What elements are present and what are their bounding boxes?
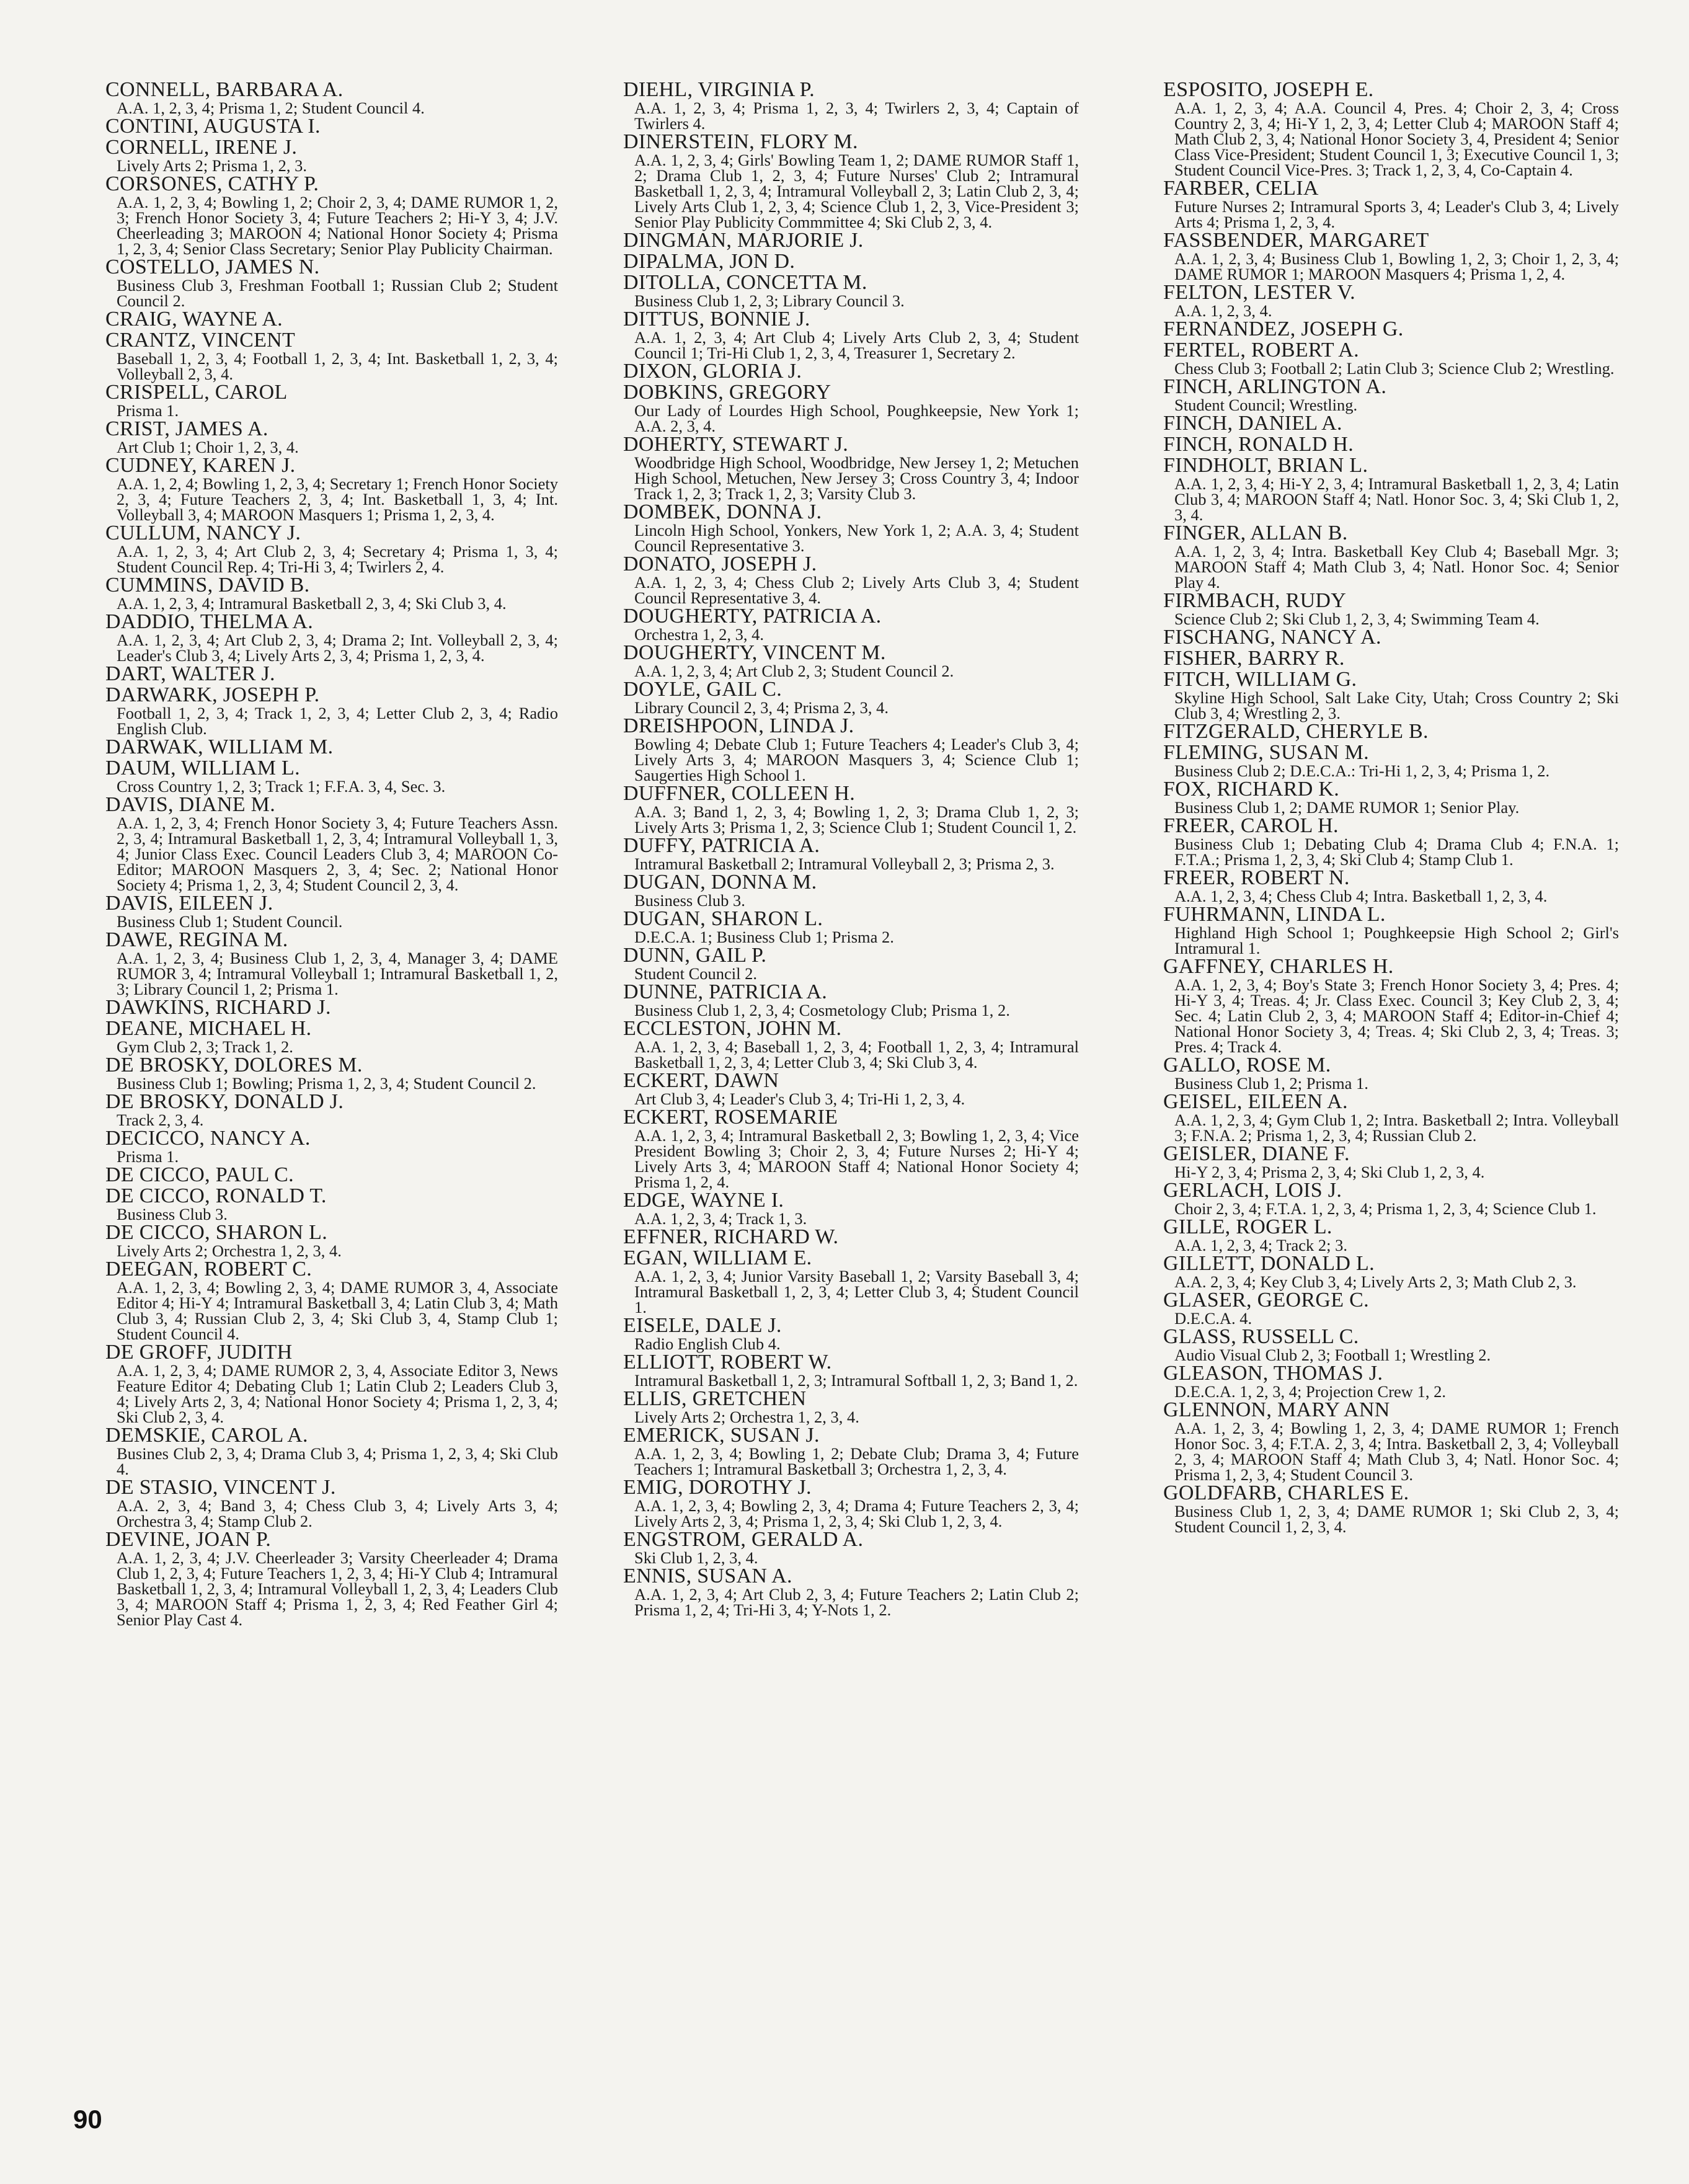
student-activities: A.A. 1, 2, 3, 4; Baseball 1, 2, 3, 4; Football 1, 2, 3, 4; Intramural Basketball 1, 2, 3, 4; Letter Club 3, 4; Ski Club 3, 4. bbox=[634, 1037, 1079, 1072]
student-name: DINERSTEIN, FLORY M. bbox=[623, 130, 858, 153]
student-entry bbox=[1163, 1180, 1619, 1217]
student-entry bbox=[1163, 1326, 1619, 1363]
student-entry bbox=[105, 575, 558, 611]
student-entry bbox=[623, 79, 1079, 131]
student-entry bbox=[623, 1190, 1079, 1227]
student-entry bbox=[105, 1342, 558, 1425]
student-activities: Business Club 3. bbox=[634, 891, 745, 910]
student-name: DE BROSKY, DOLORES M. bbox=[105, 1054, 363, 1076]
student-name: DUNNE, PATRICIA A. bbox=[623, 980, 828, 1003]
student-name: FREER, CAROL H. bbox=[1163, 814, 1339, 837]
student-activities: Gym Club 2, 3; Track 1, 2. bbox=[117, 1037, 293, 1056]
student-entry bbox=[1163, 282, 1619, 319]
student-name: DUFFY, PATRICIA A. bbox=[623, 834, 820, 857]
student-activities: A.A. 1, 2, 3, 4; Bowling 2, 3, 4; DAME RUMOR 3, 4, Associate Editor 4; Hi-Y 4; Intramural Basketball 3, 4; Latin Club 3, 4; Math Club 3, 4; Russian Club 2, 3, 4; Ski Club 3, 4, Stamp Club 1; Student Council 4. bbox=[117, 1278, 558, 1343]
student-activities: A.A. 1, 2, 3, 4; Track 2; 3. bbox=[1174, 1236, 1348, 1254]
student-entry bbox=[105, 330, 558, 382]
student-name: CUDNEY, KAREN J. bbox=[105, 454, 296, 477]
student-entry bbox=[105, 1222, 558, 1259]
student-entry bbox=[105, 737, 558, 758]
student-entry bbox=[1163, 815, 1619, 868]
student-activities: Prisma 1. bbox=[117, 1147, 179, 1166]
student-entry bbox=[105, 382, 558, 419]
student-name: EFFNER, RICHARD W. bbox=[623, 1225, 839, 1248]
student-name: DREISHPOON, LINDA J. bbox=[623, 714, 854, 737]
student-activities: Student Council 2. bbox=[634, 964, 758, 983]
student-activities: Our Lady of Lourdes High School, Poughkeepsie, New York 1; A.A. 2, 3, 4. bbox=[634, 401, 1079, 435]
student-name: GLEASON, THOMAS J. bbox=[1163, 1362, 1383, 1385]
student-name: DIXON, GLORIA J. bbox=[623, 360, 802, 383]
student-name: DITOLLA, CONCETTA M. bbox=[623, 271, 867, 294]
student-activities: Intramural Basketball 1, 2, 3; Intramural Softball 1, 2, 3; Band 1, 2. bbox=[634, 1371, 1078, 1390]
student-name: FUHRMANN, LINDA L. bbox=[1163, 903, 1386, 926]
student-entry bbox=[1163, 1363, 1619, 1400]
student-name: FLEMING, SUSAN M. bbox=[1163, 741, 1369, 764]
student-activities: Lively Arts 2; Orchestra 1, 2, 3, 4. bbox=[634, 1408, 859, 1426]
student-activities: D.E.C.A. 1, 2, 3, 4; Projection Crew 1, 2. bbox=[1174, 1382, 1446, 1401]
student-entry bbox=[1163, 868, 1619, 904]
student-entry bbox=[623, 642, 1079, 679]
student-entry bbox=[623, 1388, 1079, 1425]
student-entry bbox=[623, 1352, 1079, 1388]
student-activities: Business Club 2; D.E.C.A.: Tri-Hi 1, 2, 3, 4; Prisma 1, 2. bbox=[1174, 761, 1550, 780]
student-name: DIPALMA, JON D. bbox=[623, 250, 796, 273]
student-entry bbox=[623, 1529, 1079, 1566]
student-name: CRISPELL, CAROL bbox=[105, 381, 288, 404]
student-entry bbox=[623, 1227, 1079, 1248]
student-entry bbox=[105, 1477, 558, 1529]
student-activities: Business Club 1; Debating Club 4; Drama Club 4; F.N.A. 1; F.T.A.; Prisma 1, 2, 3, 4; Ski Club 4; Stamp Club 1. bbox=[1174, 835, 1619, 869]
student-name: GALLO, ROSE M. bbox=[1163, 1054, 1331, 1076]
student-name: DOMBEK, DONNA J. bbox=[623, 500, 822, 523]
student-entry bbox=[105, 309, 558, 330]
student-entry bbox=[623, 1425, 1079, 1477]
student-name: DUGAN, DONNA M. bbox=[623, 871, 817, 894]
student-name: FIRMBACH, RUDY bbox=[1163, 589, 1347, 612]
student-entry bbox=[623, 1018, 1079, 1070]
student-name: DIEHL, VIRGINIA P. bbox=[623, 78, 815, 101]
student-entry bbox=[1163, 1400, 1619, 1483]
student-name: FREER, ROBERT N. bbox=[1163, 866, 1350, 889]
student-entry bbox=[1163, 742, 1619, 779]
student-name: FINGER, ALLAN B. bbox=[1163, 522, 1348, 544]
student-name: GEISEL, EILEEN A. bbox=[1163, 1090, 1348, 1113]
student-name: FINDHOLT, BRIAN L. bbox=[1163, 454, 1368, 477]
student-entry bbox=[1163, 1253, 1619, 1290]
student-activities: Art Club 3, 4; Leader's Club 3, 4; Tri-Hi 1, 2, 3, 4. bbox=[634, 1090, 965, 1108]
student-activities: Library Council 2, 3, 4; Prisma 2, 3, 4. bbox=[634, 698, 889, 717]
student-entry bbox=[105, 419, 558, 455]
student-name: DUNN, GAIL P. bbox=[623, 944, 767, 967]
student-activities: Business Club 1, 2, 3, 4; Cosmetology Club; Prisma 1, 2. bbox=[634, 1001, 1010, 1019]
student-entry bbox=[105, 137, 558, 174]
student-name: DONATO, JOSEPH J. bbox=[623, 553, 817, 575]
student-name: CORNELL, IRENE J. bbox=[105, 136, 298, 159]
student-name: FISHER, BARRY R. bbox=[1163, 647, 1345, 670]
student-entry bbox=[1163, 455, 1619, 523]
student-name: DARWAK, WILLIAM M. bbox=[105, 735, 334, 758]
student-activities: A.A. 1, 2, 3, 4; Art Club 2, 3, 4; Future Teachers 2; Latin Club 2; Prisma 1, 2, 4; Tri-Hi 3, 4; Y-Nots 1, 2. bbox=[634, 1585, 1079, 1619]
student-name: ELLIS, GRETCHEN bbox=[623, 1387, 807, 1410]
student-activities: A.A. 1, 2, 3, 4; Business Club 1, 2, 3, 4, Manager 3, 4; DAME RUMOR 3, 4; Intramural Volleyball 1; Intramural Basketball 1, 2, 3; Library Council 1, 2; Prisma 1. bbox=[117, 949, 558, 998]
student-entry bbox=[105, 116, 558, 137]
student-name: DAWE, REGINA M. bbox=[105, 928, 288, 951]
student-name: DOHERTY, STEWART J. bbox=[623, 433, 849, 456]
student-entry bbox=[623, 272, 1079, 309]
student-name: GLENNON, MARY ANN bbox=[1163, 1398, 1390, 1421]
student-entry bbox=[105, 611, 558, 664]
student-name: GERLACH, LOIS J. bbox=[1163, 1179, 1342, 1202]
student-entry bbox=[105, 1259, 558, 1342]
student-name: CRANTZ, VINCENT bbox=[105, 329, 296, 352]
student-entry bbox=[1163, 956, 1619, 1055]
student-activities: A.A. 1, 2, 3, 4; Prisma 1, 2, 3, 4; Twirlers 2, 3, 4; Captain of Twirlers 4. bbox=[634, 99, 1079, 133]
student-entry bbox=[1163, 319, 1619, 340]
student-activities: A.A. 1, 2, 3, 4; Art Club 4; Lively Arts Club 2, 3, 4; Student Council 1; Tri-Hi Club 1, 2, 3, 4, Treasurer 1, Secretary 2. bbox=[634, 328, 1079, 362]
student-name: FERTEL, ROBERT A. bbox=[1163, 339, 1359, 362]
student-activities: A.A. 2, 3, 4; Key Club 3, 4; Lively Arts 2, 3; Math Club 2, 3. bbox=[1174, 1272, 1577, 1291]
student-entry bbox=[1163, 1290, 1619, 1326]
student-activities: Future Nurses 2; Intramural Sports 3, 4; Leader's Club 3, 4; Lively Arts 4; Prisma 1, 2, 3, 4. bbox=[1174, 197, 1619, 231]
student-activities: Baseball 1, 2, 3, 4; Football 1, 2, 3, 4; Int. Basketball 1, 2, 3, 4; Volleyball 2, 3, 4. bbox=[117, 349, 558, 383]
student-entry bbox=[1163, 1091, 1619, 1143]
student-activities: Radio English Club 4. bbox=[634, 1334, 781, 1353]
student-entry bbox=[105, 523, 558, 575]
student-name: DAVIS, DIANE M. bbox=[105, 793, 275, 816]
student-name: DOUGHERTY, VINCENT M. bbox=[623, 641, 886, 664]
student-activities: A.A. 1, 2, 3, 4; Intramural Basketball 2, 3, 4; Ski Club 3, 4. bbox=[117, 594, 507, 613]
student-name: DE CICCO, PAUL C. bbox=[105, 1163, 294, 1186]
student-entry bbox=[623, 606, 1079, 642]
student-activities: Cross Country 1, 2, 3; Track 1; F.F.A. 3, 4, Sec. 3. bbox=[117, 777, 446, 796]
student-activities: A.A. 1, 2, 3, 4; Prisma 1, 2; Student Council 4. bbox=[117, 99, 425, 117]
student-entry bbox=[105, 997, 558, 1018]
student-name: FARBER, CELIA bbox=[1163, 177, 1319, 200]
student-entry bbox=[1163, 523, 1619, 590]
column-middle bbox=[623, 79, 1079, 1618]
student-entry bbox=[105, 1128, 558, 1165]
student-name: DEEGAN, ROBERT C. bbox=[105, 1258, 312, 1281]
student-activities: Business Club 3, Freshman Football 1; Russian Club 2; Student Council 2. bbox=[117, 276, 558, 310]
student-activities: Chess Club 3; Football 2; Latin Club 3; Science Club 2; Wrestling. bbox=[1174, 359, 1615, 378]
student-activities: Business Club 1, 2, 3, 4; DAME RUMOR 1; Ski Club 2, 3, 4; Student Council 1, 2, 3, 4. bbox=[1174, 1502, 1619, 1536]
student-name: ELLIOTT, ROBERT W. bbox=[623, 1351, 832, 1374]
student-name: ENGSTROM, GERALD A. bbox=[623, 1528, 864, 1551]
student-name: DE CICCO, RONALD T. bbox=[105, 1184, 327, 1207]
student-entry bbox=[105, 1165, 558, 1186]
student-entry bbox=[105, 1425, 558, 1477]
student-activities: A.A. 1, 2, 3, 4; Business Club 1, Bowling 1, 2, 3; Choir 1, 2, 3, 4; DAME RUMOR 1; MAROON Masquers 4; Prisma 1, 2, 4. bbox=[1174, 249, 1619, 283]
student-name: EMIG, DOROTHY J. bbox=[623, 1476, 812, 1499]
student-entry bbox=[623, 872, 1079, 908]
student-name: GLASER, GEORGE C. bbox=[1163, 1289, 1369, 1312]
student-entry bbox=[623, 1248, 1079, 1315]
student-entry bbox=[623, 309, 1079, 361]
student-name: DARWARK, JOSEPH P. bbox=[105, 683, 320, 706]
student-name: DADDIO, THELMA A. bbox=[105, 610, 314, 633]
student-entry bbox=[105, 685, 558, 737]
student-entry bbox=[105, 664, 558, 685]
student-activities: Student Council; Wrestling. bbox=[1174, 396, 1358, 414]
student-activities: A.A. 1, 2, 3, 4; Art Club 2, 3, 4; Secretary 4; Prisma 1, 3, 4; Student Council Rep. 4; Tri-Hi 3, 4; Twirlers 2, 4. bbox=[117, 542, 558, 576]
student-activities: A.A. 1, 2, 3, 4; Junior Varsity Baseball 1, 2; Varsity Baseball 3, 4; Intramural Basketball 1, 2, 3, 4; Letter Club 3, 4; Student Council 1. bbox=[634, 1267, 1079, 1316]
student-activities: A.A. 1, 2, 3, 4; A.A. Council 4, Pres. 4; Choir 2, 3, 4; Cross Country 2, 3, 4; Hi-Y 1, 2, 3, 4; Letter Club 4; MAROON Staff 4; Math Club 2, 3, 4; National Honor Society 3, 4, President 4; Senior Class Vice-President; Student Council 1, 3; Executive Council 1, 3; Student Council Vice-Pres. 3; Track 1, 2, 3, 4, Co-Captain 4. bbox=[1174, 99, 1619, 179]
student-name: DART, WALTER J. bbox=[105, 662, 275, 685]
student-name: COSTELLO, JAMES N. bbox=[105, 255, 320, 278]
student-entry bbox=[1163, 590, 1619, 627]
student-name: FINCH, DANIEL A. bbox=[1163, 412, 1342, 435]
student-name: CONTINI, AUGUSTA I. bbox=[105, 115, 321, 138]
student-entry bbox=[105, 1186, 558, 1222]
student-activities: Science Club 2; Ski Club 1, 2, 3, 4; Swimming Team 4. bbox=[1174, 610, 1540, 628]
student-activities: A.A. 1, 2, 3, 4; Girls' Bowling Team 1, 2; DAME RUMOR Staff 1, 2; Drama Club 1, 2, 3, 4; Future Nurses' Club 2; Intramural Basketball 1, 2, 3, 4; Intramural Volleyball 2, 3; Latin Club 2, 3, 4; Lively Arts Club 1, 2, 3, 4; Science Club 1, 2, 3, Vice-President 3; Senior Play Publicity Commmittee 4; Ski Club 2, 3, 4. bbox=[634, 151, 1079, 231]
student-activities: Business Club 1, 2; Prisma 1. bbox=[1174, 1074, 1368, 1093]
student-entry bbox=[1163, 904, 1619, 956]
student-entry bbox=[623, 251, 1079, 272]
student-name: CRAIG, WAYNE A. bbox=[105, 308, 283, 331]
student-activities: A.A. 1, 2, 3, 4; Track 1, 3. bbox=[634, 1209, 807, 1228]
student-activities: A.A. 1, 2, 3, 4; Bowling 1, 2; Debate Club; Drama 3, 4; Future Teachers 1; Intramural Basketball 3; Orchestra 1, 2, 3, 4. bbox=[634, 1444, 1079, 1478]
student-activities: Woodbridge High School, Woodbridge, New Jersey 1, 2; Metuchen High School, Metuchen, New Jersey 3; Cross Country 3, 4; Indoor Track 1, 2, 3; Track 1, 2, 3; Varsity Club 3. bbox=[634, 453, 1079, 503]
student-name: FERNANDEZ, JOSEPH G. bbox=[1163, 317, 1404, 340]
student-entry bbox=[105, 1091, 558, 1128]
student-entry bbox=[623, 783, 1079, 835]
student-entry bbox=[1163, 376, 1619, 413]
column-right bbox=[1163, 79, 1619, 1535]
student-activities: A.A. 1, 2, 3, 4; Boy's State 3; French Honor Society 3, 4; Pres. 4; Hi-Y 3, 4; Treas. 4; Jr. Class Exec. Council 3; Key Club 2, 3, 4; Sec. 4; Latin Club 2, 3, 4; MAROON Staff 4; Editor-in-Chief 4; National Honor Society 3, 4; Treas. 4; Ski Club 2, 3, 4; Treas. 3; Pres. 4; Track 4. bbox=[1174, 975, 1619, 1056]
page-number: 90 bbox=[73, 2105, 102, 2134]
student-name: GILLE, ROGER L. bbox=[1163, 1215, 1332, 1238]
student-entry bbox=[1163, 779, 1619, 815]
student-activities: Business Club 1, 2; DAME RUMOR 1; Senior Play. bbox=[1174, 798, 1520, 817]
student-entry bbox=[105, 455, 558, 523]
student-name: FITZGERALD, CHERYLE B. bbox=[1163, 720, 1429, 743]
student-entry bbox=[623, 716, 1079, 783]
student-name: ECCLESTON, JOHN M. bbox=[623, 1017, 842, 1040]
student-name: GILLETT, DONALD L. bbox=[1163, 1252, 1375, 1275]
student-entry bbox=[623, 1070, 1079, 1107]
student-activities: A.A. 1, 2, 3, 4; Gym Club 1, 2; Intra. Basketball 2; Intra. Volleyball 3; F.N.A. 2; Prisma 1, 2, 3, 4; Russian Club 2. bbox=[1174, 1111, 1619, 1145]
student-entry bbox=[1163, 1143, 1619, 1180]
student-activities: Lincoln High School, Yonkers, New York 1, 2; A.A. 3, 4; Student Council Representative 3. bbox=[634, 521, 1079, 555]
student-entry bbox=[623, 502, 1079, 554]
student-entry bbox=[623, 835, 1079, 872]
student-activities: Prisma 1. bbox=[117, 401, 179, 420]
student-name: DE BROSKY, DONALD J. bbox=[105, 1090, 344, 1113]
student-entry bbox=[105, 893, 558, 930]
student-activities: A.A. 1, 2, 4; Bowling 1, 2, 3, 4; Secretary 1; French Honor Society 2, 3, 4; Future Teachers 2, 3, 4; Int. Basketball 1, 3, 4; Int. Volleyball 3, 4; MAROON Masquers 1; Prisma 1, 2, 3, 4. bbox=[117, 474, 558, 524]
student-activities: A.A. 1, 2, 3, 4; Intramural Basketball 2, 3; Bowling 1, 2, 3, 4; Vice President Bowling 3; Choir 2, 3, 4; Future Nurses 2; Hi-Y 4; Lively Arts 3, 4; MAROON Staff 4; National Honor Society 4; Prisma 1, 2, 4. bbox=[634, 1126, 1079, 1191]
student-name: DOUGHERTY, PATRICIA A. bbox=[623, 605, 882, 628]
student-activities: Art Club 1; Choir 1, 2, 3, 4. bbox=[117, 438, 299, 456]
student-name: DOYLE, GAIL C. bbox=[623, 678, 782, 701]
student-entry bbox=[623, 1315, 1079, 1352]
student-entry bbox=[623, 230, 1079, 251]
student-name: EDGE, WAYNE I. bbox=[623, 1189, 784, 1212]
student-activities: A.A. 1, 2, 3, 4; Hi-Y 2, 3, 4; Intramural Basketball 1, 2, 3, 4; Latin Club 3, 4; MAROON Staff 4; Natl. Honor Soc. 3, 4; Ski Club 1, 2, 3, 4. bbox=[1174, 474, 1619, 524]
student-name: CULLUM, NANCY J. bbox=[105, 522, 301, 544]
student-activities: Skyline High School, Salt Lake City, Utah; Cross Country 2; Ski Club 3, 4; Wrestling 2, 3. bbox=[1174, 688, 1619, 722]
student-entry bbox=[1163, 648, 1619, 669]
student-entry bbox=[105, 930, 558, 997]
student-activities: Hi-Y 2, 3, 4; Prisma 2, 3, 4; Ski Club 1, 2, 3, 4. bbox=[1174, 1163, 1485, 1181]
student-name: ESPOSITO, JOSEPH E. bbox=[1163, 78, 1374, 101]
student-name: DEMSKIE, CAROL A. bbox=[105, 1424, 308, 1447]
student-name: ECKERT, DAWN bbox=[623, 1069, 779, 1092]
student-entry bbox=[623, 982, 1079, 1018]
student-name: DOBKINS, GREGORY bbox=[623, 381, 831, 404]
student-name: DE GROFF, JUDITH bbox=[105, 1341, 293, 1364]
student-activities: Ski Club 1, 2, 3, 4. bbox=[634, 1548, 758, 1567]
student-activities: Busines Club 2, 3, 4; Drama Club 3, 4; Prisma 1, 2, 3, 4; Ski Club 4. bbox=[117, 1444, 558, 1478]
student-entry bbox=[1163, 79, 1619, 178]
student-entry bbox=[1163, 413, 1619, 434]
student-entry bbox=[105, 79, 558, 116]
student-activities: A.A. 1, 2, 3, 4; Art Club 2, 3, 4; Drama 2; Int. Volleyball 2, 3, 4; Leader's Club 3, 4; Lively Arts 2, 3, 4; Prisma 1, 2, 3, 4. bbox=[117, 631, 558, 665]
student-name: CORSONES, CATHY P. bbox=[105, 172, 319, 195]
student-entry bbox=[1163, 721, 1619, 742]
student-entry bbox=[623, 1566, 1079, 1618]
student-name: DEANE, MICHAEL H. bbox=[105, 1017, 312, 1040]
student-name: CUMMINS, DAVID B. bbox=[105, 574, 310, 597]
student-name: GAFFNEY, CHARLES H. bbox=[1163, 955, 1394, 978]
student-entry bbox=[105, 1529, 558, 1628]
student-activities: Bowling 4; Debate Club 1; Future Teachers 4; Leader's Club 3, 4; Lively Arts 3, 4; MAROON Masquers 3, 4; Science Club 1; Saugerties High School 1. bbox=[634, 735, 1079, 784]
student-entry bbox=[1163, 340, 1619, 376]
student-entry bbox=[623, 434, 1079, 502]
student-name: DEVINE, JOAN P. bbox=[105, 1528, 272, 1551]
student-name: GLASS, RUSSELL C. bbox=[1163, 1325, 1359, 1348]
student-entry bbox=[623, 945, 1079, 982]
student-activities: A.A. 1, 2, 3, 4; Art Club 2, 3; Student Council 2. bbox=[634, 662, 954, 680]
student-name: DECICCO, NANCY A. bbox=[105, 1127, 311, 1150]
student-name: FINCH, RONALD H. bbox=[1163, 433, 1354, 456]
student-activities: Intramural Basketball 2; Intramural Volleyball 2, 3; Prisma 2, 3. bbox=[634, 855, 1055, 873]
student-name: FISCHANG, NANCY A. bbox=[1163, 626, 1381, 649]
student-entry bbox=[1163, 1217, 1619, 1253]
student-name: GOLDFARB, CHARLES E. bbox=[1163, 1481, 1409, 1504]
student-entry bbox=[105, 257, 558, 309]
student-entry bbox=[105, 758, 558, 794]
student-entry bbox=[1163, 627, 1619, 648]
student-entry bbox=[623, 1107, 1079, 1190]
student-entry bbox=[105, 174, 558, 257]
student-activities: Audio Visual Club 2, 3; Football 1; Wrestling 2. bbox=[1174, 1346, 1491, 1364]
student-name: ENNIS, SUSAN A. bbox=[623, 1565, 792, 1587]
student-name: FELTON, LESTER V. bbox=[1163, 281, 1355, 304]
student-activities: Lively Arts 2; Orchestra 1, 2, 3, 4. bbox=[117, 1241, 342, 1260]
student-name: FASSBENDER, MARGARET bbox=[1163, 229, 1429, 252]
student-activities: A.A. 2, 3, 4; Band 3, 4; Chess Club 3, 4; Lively Arts 3, 4; Orchestra 3, 4; Stamp Club 2. bbox=[117, 1496, 558, 1530]
student-entry bbox=[1163, 434, 1619, 455]
student-entry bbox=[105, 1018, 558, 1055]
student-activities: A.A. 1, 2, 3, 4; J.V. Cheerleader 3; Varsity Cheerleader 4; Drama Club 1, 2, 3, 4; Future Teachers 1, 2, 3, 4; Hi-Y Club 4; Intramural Basketball 1, 2, 3, 4; Intramural Volleyball 1, 2, 3, 4; Leaders Club 3, 4; MAROON Staff 4; Prisma 1, 2, 3, 4; Red Feather Girl 4; Senior Play Cast 4. bbox=[117, 1548, 558, 1629]
student-entry bbox=[1163, 230, 1619, 282]
student-name: DAVIS, EILEEN J. bbox=[105, 892, 273, 915]
student-entry bbox=[105, 794, 558, 893]
student-entry bbox=[623, 908, 1079, 945]
student-name: FITCH, WILLIAM G. bbox=[1163, 668, 1357, 691]
student-activities: D.E.C.A. 4. bbox=[1174, 1309, 1252, 1328]
student-activities: Business Club 1, 2, 3; Library Council 3. bbox=[634, 291, 905, 310]
student-entry bbox=[623, 382, 1079, 434]
student-entry bbox=[1163, 1483, 1619, 1535]
student-activities: A.A. 1, 2, 3, 4; Bowling 2, 3, 4; Drama 4; Future Teachers 2, 3, 4; Lively Arts 2, 3, 4; Prisma 1, 2, 3, 4; Ski Club 1, 2, 3, 4. bbox=[634, 1496, 1079, 1530]
student-activities: A.A. 1, 2, 3, 4; Bowling 1, 2; Choir 2, 3, 4; DAME RUMOR 1, 2, 3; French Honor Society 3, 4; Future Teachers 2; Hi-Y 3, 4; J.V. Cheerleading 3; MAROON 4; National Honor Society 4; Prisma 1, 2, 3, 4; Senior Class Secretary; Senior Play Publicity Chairman. bbox=[117, 193, 558, 258]
student-entry bbox=[623, 679, 1079, 716]
student-activities: Business Club 3. bbox=[117, 1205, 228, 1223]
student-activities: Business Club 1; Student Council. bbox=[117, 912, 343, 931]
student-entry bbox=[1163, 178, 1619, 230]
student-activities: A.A. 1, 2, 3, 4; Bowling 1, 2, 3, 4; DAME RUMOR 1; French Honor Soc. 3, 4; F.T.A. 2, 3, 4; Intra. Basketball 2, 3, 4; Volleyball 2, 3, 4; MAROON Staff 4; Math Club 3, 4; Natl. Honor Soc. 4; Prisma 1, 2, 3, 4; Student Council 3. bbox=[1174, 1419, 1619, 1484]
student-activities: Business Club 1; Bowling; Prisma 1, 2, 3, 4; Student Council 2. bbox=[117, 1074, 536, 1093]
student-entry bbox=[1163, 1055, 1619, 1091]
student-activities: Football 1, 2, 3, 4; Track 1, 2, 3, 4; Letter Club 2, 3, 4; Radio English Club. bbox=[117, 704, 558, 738]
student-activities: Orchestra 1, 2, 3, 4. bbox=[634, 625, 764, 644]
student-activities: Highland High School 1; Poughkeepsie High School 2; Girl's Intramural 1. bbox=[1174, 923, 1619, 957]
student-entry bbox=[623, 361, 1079, 382]
student-name: DE STASIO, VINCENT J. bbox=[105, 1476, 336, 1499]
student-entry bbox=[105, 1055, 558, 1091]
student-name: FOX, RICHARD K. bbox=[1163, 778, 1340, 801]
student-entry bbox=[623, 1477, 1079, 1529]
student-activities: Lively Arts 2; Prisma 1, 2, 3. bbox=[117, 156, 307, 175]
student-activities: A.A. 1, 2, 3, 4; Chess Club 2; Lively Arts Club 3, 4; Student Council Representative 3, 4. bbox=[634, 573, 1079, 607]
student-activities: A.A. 1, 2, 3, 4; Chess Club 4; Intra. Basketball 1, 2, 3, 4. bbox=[1174, 887, 1548, 905]
student-entry bbox=[1163, 669, 1619, 721]
student-name: EISELE, DALE J. bbox=[623, 1314, 782, 1337]
student-entry bbox=[623, 554, 1079, 606]
student-name: DAWKINS, RICHARD J. bbox=[105, 996, 331, 1019]
student-name: CONNELL, BARBARA A. bbox=[105, 78, 344, 101]
student-entry bbox=[623, 131, 1079, 230]
student-activities: Track 2, 3, 4. bbox=[117, 1111, 204, 1129]
student-name: DUGAN, SHARON L. bbox=[623, 907, 823, 930]
student-name: GEISLER, DIANE F. bbox=[1163, 1142, 1350, 1165]
student-activities: A.A. 3; Band 1, 2, 3, 4; Bowling 1, 2, 3; Drama Club 1, 2, 3; Lively Arts 3; Prisma 1, 2, 3; Science Club 1; Student Council 1, 2. bbox=[634, 802, 1079, 837]
student-activities: A.A. 1, 2, 3, 4. bbox=[1174, 301, 1272, 320]
student-activities: A.A. 1, 2, 3, 4; French Honor Society 3, 4; Future Teachers Assn. 2, 3, 4; Intramural Basketball 1, 2, 3, 4; Intramural Volleyball 1, 3, 4; Junior Class Exec. Council Leaders Club 3, 4; MAROON Co-Editor; MAROON Masquers 2, 3, 4; Sec. 2; National Honor Society 4; Prisma 1, 2, 3, 4; Student Council 2, 3, 4. bbox=[117, 814, 558, 894]
student-name: EMERICK, SUSAN J. bbox=[623, 1424, 820, 1447]
student-name: ECKERT, ROSEMARIE bbox=[623, 1106, 838, 1129]
student-name: FINCH, ARLINGTON A. bbox=[1163, 375, 1387, 398]
student-name: DINGMAN, MARJORIE J. bbox=[623, 229, 864, 252]
column-left bbox=[105, 79, 558, 1628]
student-activities: A.A. 1, 2, 3, 4; Intra. Basketball Key Club 4; Baseball Mgr. 3; MAROON Staff 4; Math Club 3, 4; Natl. Honor Soc. 4; Senior Play 4. bbox=[1174, 542, 1619, 592]
student-name: EGAN, WILLIAM E. bbox=[623, 1246, 812, 1269]
student-name: DAUM, WILLIAM L. bbox=[105, 757, 300, 779]
student-activities: A.A. 1, 2, 3, 4; DAME RUMOR 2, 3, 4, Associate Editor 3, News Feature Editor 4; Debating Club 1; Latin Club 2; Leaders Club 3, 4; Lively Arts 2, 3, 4; National Honor Society 4; Prisma 1, 2, 3, 4; Ski Club 2, 3, 4. bbox=[117, 1361, 558, 1426]
student-activities: D.E.C.A. 1; Business Club 1; Prisma 2. bbox=[634, 928, 894, 946]
student-name: DE CICCO, SHARON L. bbox=[105, 1221, 328, 1244]
student-activities: Choir 2, 3, 4; F.T.A. 1, 2, 3, 4; Prisma 1, 2, 3, 4; Science Club 1. bbox=[1174, 1199, 1597, 1218]
student-name: DITTUS, BONNIE J. bbox=[623, 308, 810, 331]
student-name: DUFFNER, COLLEEN H. bbox=[623, 782, 856, 805]
student-name: CRIST, JAMES A. bbox=[105, 417, 268, 440]
